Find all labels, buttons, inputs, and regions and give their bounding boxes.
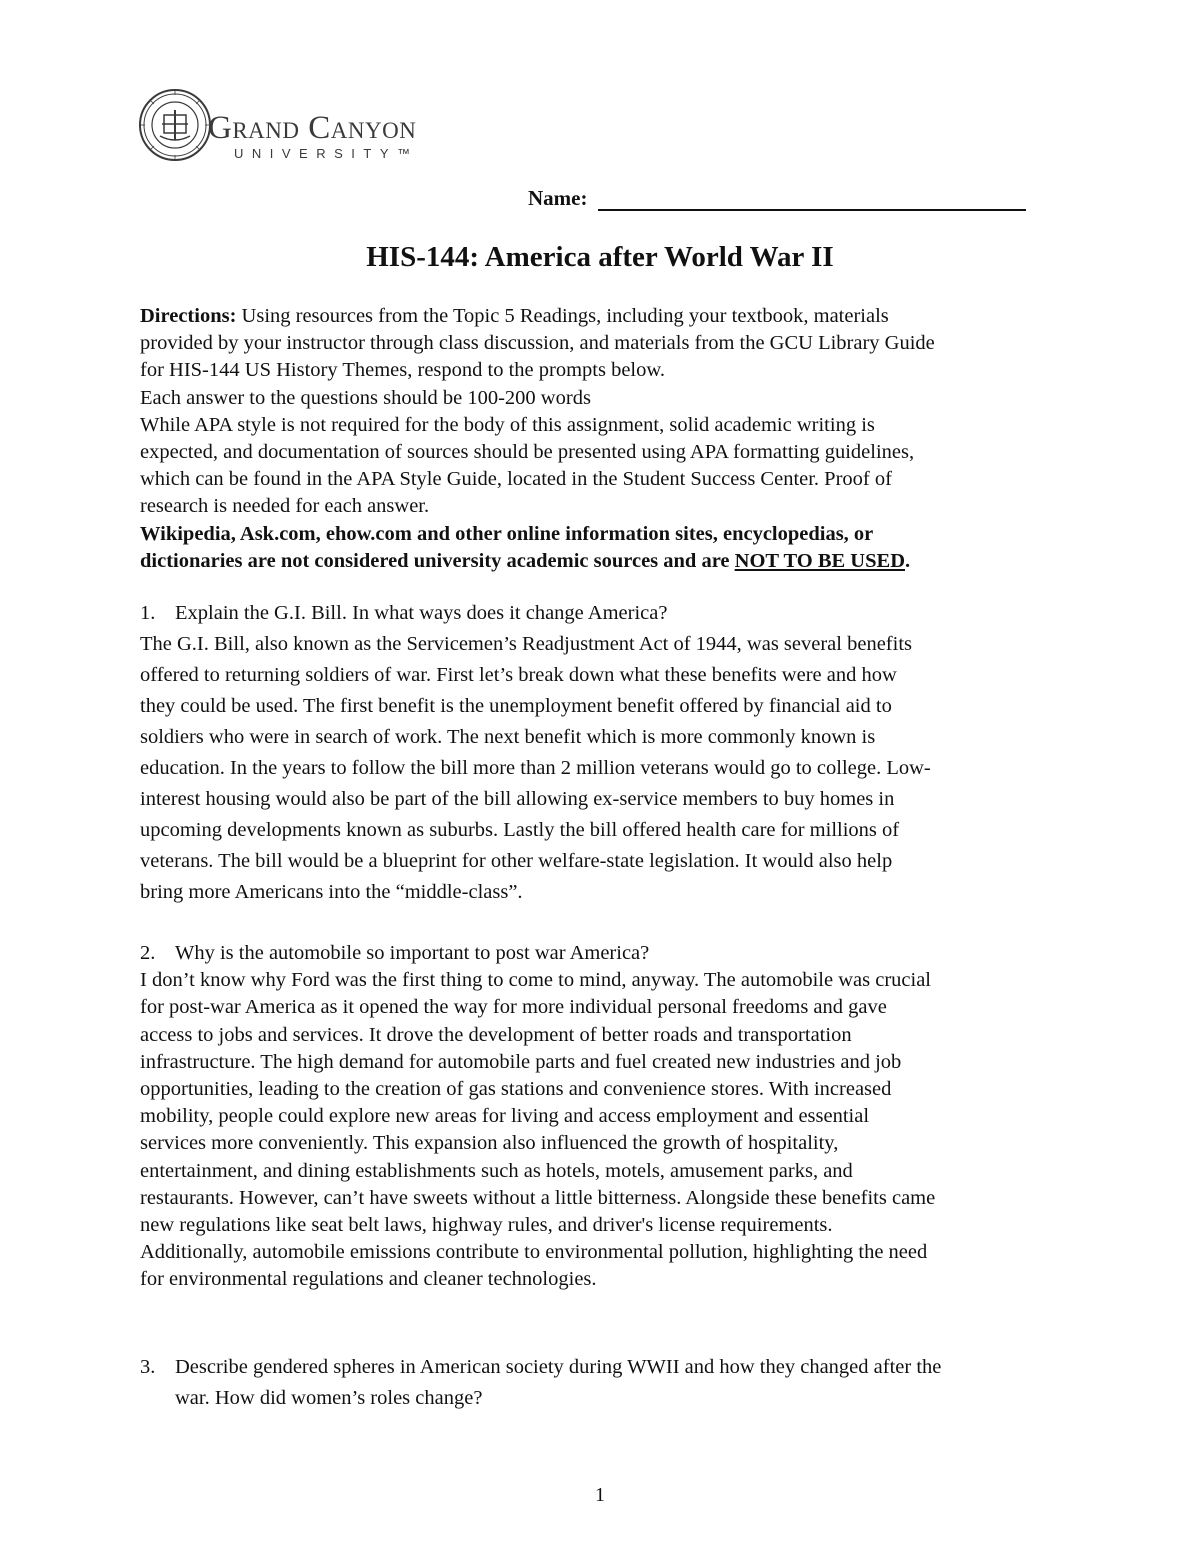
directions-line: provided by your instructor through class discussion, and materials from the GCU Library Guide <box>140 332 935 355</box>
question-2-prompt <box>140 940 1070 967</box>
question-2-block <box>140 940 1070 1294</box>
directions-line: which can be found in the APA Style Guide, located in the Student Success Center. Proof of <box>140 468 892 491</box>
warning-line <box>140 548 1070 575</box>
warning-emphasis: NOT TO BE USED <box>734 549 905 572</box>
answer-line: interest housing would also be part of the bill allowing ex-service members to buy homes in <box>140 788 895 810</box>
answer-line: bring more Americans into the “middle-class”. <box>140 881 523 903</box>
answer-line: offered to returning soldiers of war. First let’s break down what these benefits were and how <box>140 664 897 686</box>
warning-line: Wikipedia, Ask.com, ehow.com and other online information sites, encyclopedias, or <box>140 522 874 545</box>
document-title: HIS-144: America after World War II <box>366 241 834 273</box>
answer-line: for environmental regulations and cleaner technologies. <box>140 1268 597 1291</box>
question-prompt-text: Explain the G.I. Bill. In what ways does it change America? <box>175 602 668 624</box>
directions-block <box>140 303 1070 575</box>
answer-line: upcoming developments known as suburbs. Lastly the bill offered health care for millions of <box>140 819 900 841</box>
logo-subtitle: UNIVERSITY™ <box>234 146 419 161</box>
answer-line: entertainment, and dining establishments such as hotels, motels, amusement parks, and <box>140 1159 853 1182</box>
directions-line: research is needed for each answer. <box>140 495 430 518</box>
answer-line: The G.I. Bill, also known as the Servicemen’s Readjustment Act of 1944, was several benefits <box>140 633 912 655</box>
question-prompt-text: Why is the automobile so important to post war America? <box>175 942 650 964</box>
question-1-block <box>140 598 1070 908</box>
answer-line: Additionally, automobile emissions contribute to environmental pollution, highlighting the need <box>140 1241 928 1264</box>
name-blank-line <box>598 209 1026 211</box>
university-seal-icon <box>138 88 212 162</box>
answer-line: veterans. The bill would be a blueprint for other welfare-state legislation. It would also help <box>140 850 893 872</box>
question-prompt-text: Describe gendered spheres in American society during WWII and how they changed after the <box>175 1356 942 1378</box>
question-number: 2. <box>140 942 156 964</box>
question-3-block <box>140 1352 1070 1414</box>
page-number: 1 <box>595 1484 605 1506</box>
directions-line: expected, and documentation of sources should be presented using APA formatting guidelines, <box>140 441 915 464</box>
question-3-prompt <box>140 1352 1070 1383</box>
answer-line: soldiers who were in search of work. The next benefit which is more commonly known is <box>140 726 876 748</box>
answer-line: for post-war America as it opened the way for more individual personal freedoms and gave <box>140 996 887 1019</box>
question-1-prompt <box>140 598 1070 629</box>
university-logo <box>138 88 458 168</box>
answer-line: mobility, people could explore new areas for living and access employment and essential <box>140 1105 870 1128</box>
logo-wordmark: Grand Canyon <box>208 110 417 146</box>
directions-line: Each answer to the questions should be 100-200 words <box>140 386 591 409</box>
directions-line <box>140 303 1070 330</box>
question-number: 1. <box>140 602 156 624</box>
question-prompt-continuation: war. How did women’s roles change? <box>175 1387 483 1409</box>
directions-label: Directions: <box>140 305 237 327</box>
answer-line: access to jobs and services. It drove the development of better roads and transportation <box>140 1023 852 1046</box>
name-label: Name: <box>528 186 588 210</box>
answer-line: I don’t know why Ford was the first thing to come to mind, anyway. The automobile was crucial <box>140 969 932 992</box>
directions-line: for HIS-144 US History Themes, respond to the prompts below. <box>140 359 665 382</box>
answer-line: restaurants. However, can’t have sweets without a little bitterness. Alongside these benefits came <box>140 1186 936 1209</box>
answer-line: education. In the years to follow the bill more than 2 million veterans would go to college. Low- <box>140 757 931 779</box>
answer-line: services more conveniently. This expansion also influenced the growth of hospitality, <box>140 1132 839 1155</box>
answer-line: opportunities, leading to the creation of gas stations and convenience stores. With increased <box>140 1078 892 1101</box>
warning-period: . <box>905 549 911 572</box>
directions-line: While APA style is not required for the body of this assignment, solid academic writing is <box>140 413 875 436</box>
directions-text: Using resources from the Topic 5 Readings, including your textbook, materials <box>236 305 889 327</box>
warning-text: dictionaries are not considered university academic sources and are <box>140 549 735 572</box>
answer-line: infrastructure. The high demand for automobile parts and fuel created new industries and job <box>140 1050 902 1073</box>
answer-line: they could be used. The first benefit is the unemployment benefit offered by financial aid to <box>140 695 892 717</box>
question-number: 3. <box>140 1356 156 1378</box>
answer-line: new regulations like seat belt laws, highway rules, and driver's license requirements. <box>140 1214 833 1237</box>
